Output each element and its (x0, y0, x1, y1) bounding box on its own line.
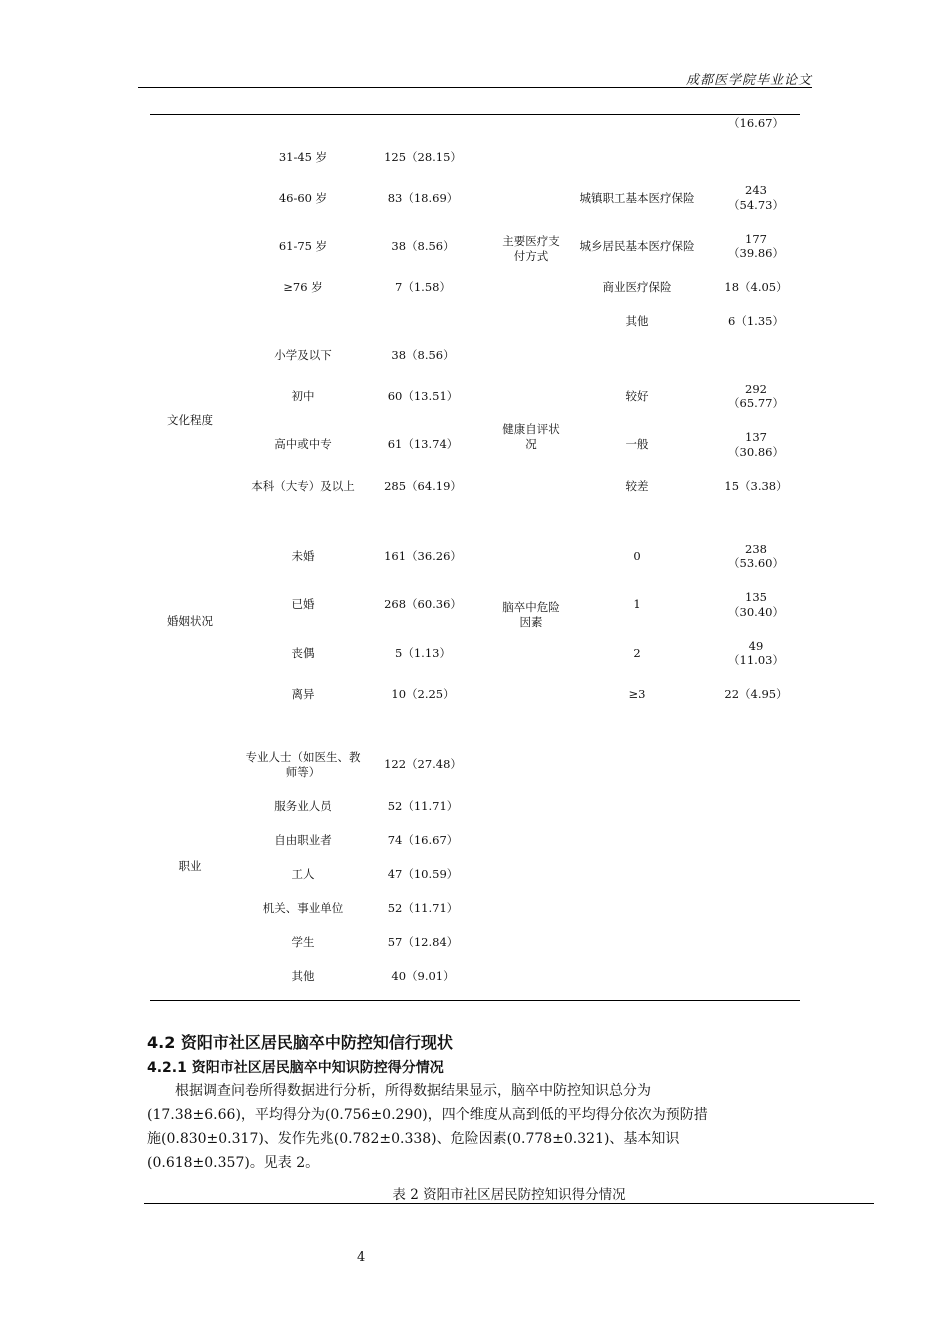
row-value: 285（64.19） (384, 479, 462, 493)
row-value: 49 (748, 639, 764, 653)
row-value: 137 (745, 430, 767, 444)
table-top-rule (150, 114, 800, 115)
row-value: 15（3.38） (724, 479, 788, 493)
row-value-cont: （30.40） (728, 605, 784, 619)
row-value: 5（1.13） (395, 646, 451, 660)
row-label: 本科（大专）及以上 (251, 479, 355, 493)
row-value: 40（9.01） (391, 969, 455, 983)
row-label: ≥76 岁 (283, 280, 323, 294)
row-label: 学生 (291, 935, 315, 949)
paragraph-line: (17.38±6.66)，平均得分为(0.756±0.290)，四个维度从高到低的平均得分依次为预防措 (147, 1107, 708, 1123)
table-bottom-rule (150, 1000, 800, 1001)
row-label: 离异 (291, 687, 315, 701)
caption-rule (144, 1203, 874, 1204)
paragraph-line: (0.618±0.357)。见表 2。 (147, 1155, 320, 1171)
header-title: 成都医学院毕业论文 (685, 73, 812, 88)
category-payment: 主要医疗支付方式 (502, 234, 560, 263)
page-number: 4 (357, 1250, 366, 1265)
row-label: 1 (633, 597, 641, 611)
row-value: 268（60.36） (384, 597, 462, 611)
row-value: 6（1.35） (728, 314, 784, 328)
row-value: （16.67） (728, 116, 784, 130)
table-caption: 表 2 资阳市社区居民防控知识得分情况 (392, 1187, 626, 1203)
category-occupation: 职业 (178, 859, 202, 873)
row-value: 122（27.48） (384, 757, 462, 771)
row-label: 已婚 (291, 597, 315, 611)
row-label: 服务业人员 (274, 799, 332, 813)
row-value-cont: （30.86） (728, 445, 784, 459)
subsection-title: 4.2.1 资阳市社区居民脑卒中知识防控得分情况 (147, 1060, 444, 1076)
row-label: 丧偶 (291, 646, 315, 660)
row-value: 60（13.51） (387, 389, 459, 403)
row-label: 一般 (625, 437, 649, 451)
paragraph-line: 施(0.830±0.317)、发作先兆(0.782±0.338)、危险因素(0.778±0.321)、基本知识 (147, 1131, 680, 1147)
row-value-cont: （54.73） (728, 198, 784, 212)
row-value-cont: （39.86） (728, 246, 784, 260)
paragraph-line: 根据调查问卷所得数据进行分析，所得数据结果显示，脑卒中防控知识总分为 (175, 1083, 651, 1099)
row-value: 243 (745, 183, 767, 197)
row-value: 38（8.56） (391, 348, 455, 362)
row-label: 31-45 岁 (278, 150, 328, 164)
row-value-cont: （65.77） (728, 396, 784, 410)
category-risk-factors: 脑卒中危险因素 (502, 600, 560, 629)
row-value: 61（13.74） (387, 437, 459, 451)
row-label: 其他 (291, 969, 315, 983)
row-label: 初中 (291, 389, 315, 403)
header-rule (138, 87, 812, 88)
row-value: 74（16.67） (387, 833, 459, 847)
body-paragraph (147, 1079, 802, 1175)
category-education: 文化程度 (167, 413, 213, 427)
row-value: 52（11.71） (387, 799, 459, 813)
row-label: 自由职业者 (274, 833, 332, 847)
row-value: 18（4.05） (724, 280, 788, 294)
row-value: 161（36.26） (384, 549, 462, 563)
row-value-cont: （11.03） (728, 653, 784, 667)
row-value: 47（10.59） (387, 867, 459, 881)
row-value-cont: （53.60） (728, 556, 784, 570)
row-label: 0 (633, 549, 641, 563)
row-value: 52（11.71） (387, 901, 459, 915)
row-label: 机关、事业单位 (262, 901, 344, 915)
row-value: 22（4.95） (724, 687, 788, 701)
category-health-self-rating: 健康自评状况 (502, 422, 560, 451)
row-label: 未婚 (291, 549, 315, 563)
row-value: 238 (745, 542, 767, 556)
row-label: 商业医疗保险 (602, 280, 672, 294)
row-value: 83（18.69） (387, 191, 459, 205)
row-value: 7（1.58） (395, 280, 451, 294)
row-value: 125（28.15） (384, 150, 462, 164)
row-value: 10（2.25） (391, 687, 455, 701)
row-value: 177 (745, 232, 767, 246)
row-label: 工人 (291, 867, 315, 881)
row-label: 较差 (625, 479, 649, 493)
row-label: 其他 (625, 314, 649, 328)
row-label-cont: 师等） (285, 765, 321, 779)
row-label: 高中或中专 (274, 437, 332, 451)
row-label: 专业人士（如医生、教 (245, 750, 361, 764)
row-value: 135 (745, 590, 767, 604)
row-value: 38（8.56） (391, 239, 455, 253)
row-value: 57（12.84） (387, 935, 459, 949)
row-value: 292 (745, 382, 767, 396)
row-label: 2 (633, 646, 641, 660)
section-title: 4.2 资阳市社区居民脑卒中防控知信行现状 (147, 1033, 453, 1052)
row-label: 小学及以下 (274, 348, 332, 362)
row-label: 城乡居民基本医疗保险 (579, 239, 695, 253)
category-marital: 婚姻状况 (167, 614, 213, 628)
row-label: 城镇职工基本医疗保险 (579, 191, 695, 205)
row-label: 61-75 岁 (278, 239, 328, 253)
row-label: 较好 (625, 389, 649, 403)
row-label: 46-60 岁 (278, 191, 328, 205)
row-label: ≥3 (628, 687, 646, 701)
